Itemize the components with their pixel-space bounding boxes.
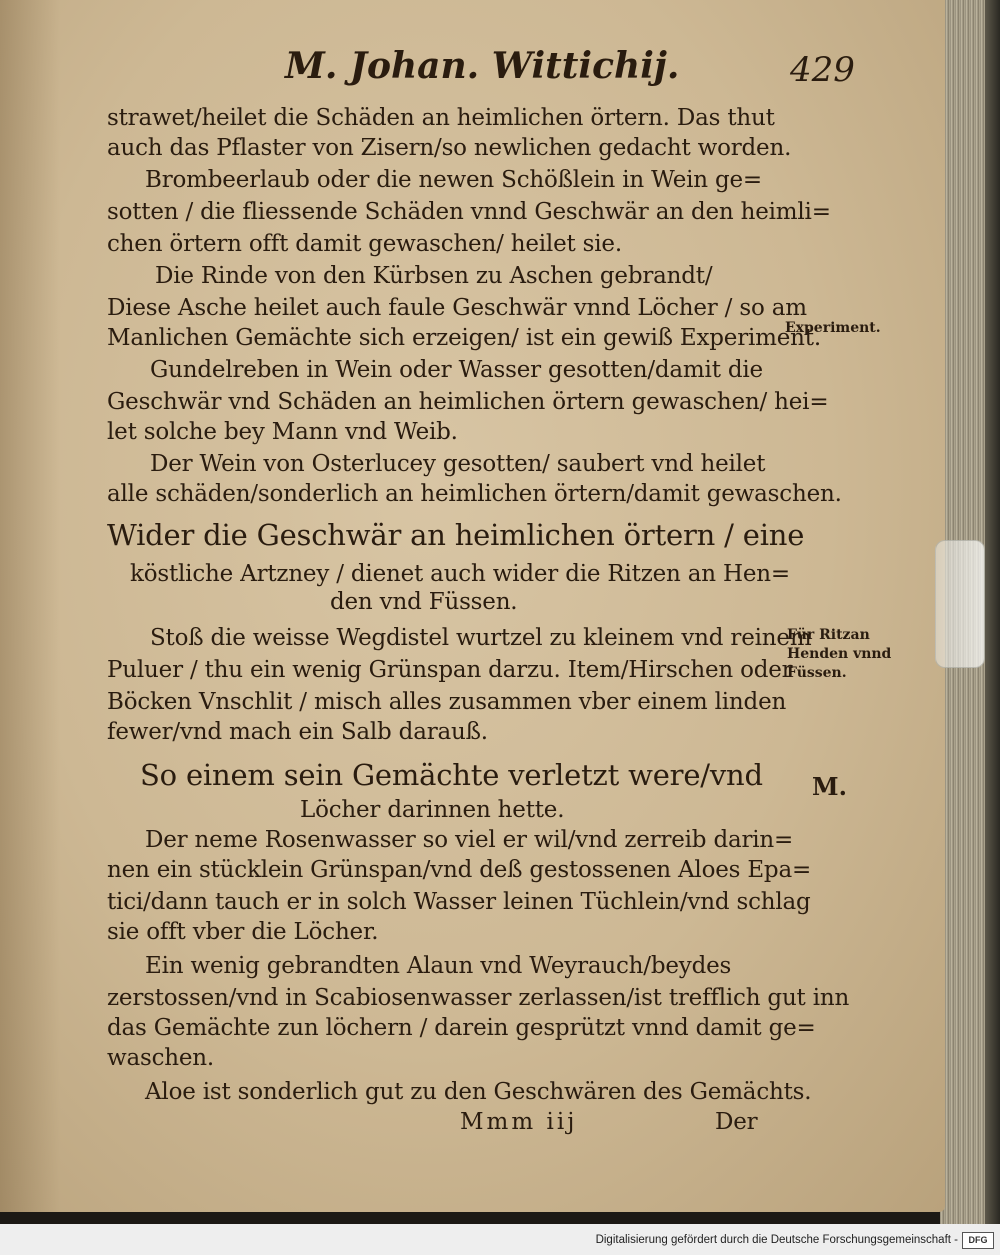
text-line: strawet/heilet die Schäden an heimlichen örtern. Das thut (107, 105, 775, 131)
text-line: chen örtern offt damit gewaschen/ heilet sie. (107, 231, 622, 257)
text-line: Gundelreben in Wein oder Wasser gesotten/damit die (150, 357, 763, 383)
running-head-title: M. Johan. Wittichij. (285, 45, 680, 87)
text-line: alle schäden/sonderlich an heimlichen örtern/damit gewaschen. (107, 481, 842, 507)
text-line: sotten / die fliessende Schäden vnnd Geschwär an den heimli= (107, 199, 831, 225)
text-line: Geschwär vnd Schäden an heimlichen örtern gewaschen/ hei= (107, 389, 829, 415)
text-line: waschen. (107, 1045, 215, 1071)
book-cover-edge (985, 0, 1000, 1224)
section-heading-line: köstliche Artzney / dienet auch wider die Ritzen an Hen= (130, 561, 790, 587)
text-line: Der Wein von Osterlucey gesotten/ saubert vnd heilet (150, 451, 766, 477)
text-line: Puluer / thu ein wenig Grünspan darzu. Item/Hirschen oder (107, 657, 793, 683)
text-line: zerstossen/vnd in Scabiosenwasser zerlassen/ist trefflich gut inn (107, 985, 850, 1011)
catchword: Der (715, 1109, 758, 1135)
margin-note-ritzen-1: Für Ritzan (787, 627, 870, 643)
margin-note-ritzen-2: Henden vnnd (787, 646, 892, 662)
footer-credit: Digitalisierung gefördert durch die Deutsche Forschungsgemeinschaft - (595, 1234, 958, 1246)
text-line: nen ein stücklein Grünspan/vnd deß gestossenen Aloes Epa= (107, 857, 812, 883)
signature-mark: Mmm iij (460, 1109, 578, 1135)
text-line: Manlichen Gemächte sich erzeigen/ ist ein gewiß Experiment. (107, 325, 821, 351)
section-heading-line: den vnd Füssen. (330, 589, 518, 615)
text-line: Brombeerlaub oder die newen Schößlein in Wein ge= (145, 167, 762, 193)
margin-note-ritzen-3: Füssen. (787, 665, 847, 681)
section-heading-line: Wider die Geschwär an heimlichen örtern / eine (107, 518, 805, 552)
text-line: Die Rinde von den Kürbsen zu Aschen gebrandt/ (155, 263, 713, 289)
text-line: Der neme Rosenwasser so viel er wil/vnd zerreib darin= (145, 827, 794, 853)
page-clip (935, 540, 985, 668)
margin-note-experiment: Experiment. (785, 320, 881, 336)
text-line: das Gemächte zun löchern / darein gesprützt vnnd damit ge= (107, 1015, 816, 1041)
margin-note-m: M. (812, 772, 847, 801)
section-heading-line: So einem sein Gemächte verletzt were/vnd (140, 758, 763, 792)
text-line: Diese Asche heilet auch faule Geschwär vnnd Löcher / so am (107, 295, 807, 321)
section-heading-line: Löcher darinnen hette. (300, 797, 565, 823)
text-line: sie offt vber die Löcher. (107, 919, 379, 945)
text-line: Böcken Vnschlit / misch alles zusammen vber einem linden (107, 689, 787, 715)
dfg-logo: DFG (962, 1232, 994, 1249)
text-line: Stoß die weisse Wegdistel wurtzel zu kleinem vnd reinem (150, 625, 812, 651)
binding-shadow (0, 0, 60, 1212)
footer-bar (0, 1224, 1000, 1255)
text-line: auch das Pflaster von Zisern/so newlichen gedacht worden. (107, 135, 792, 161)
text-line: let solche bey Mann vnd Weib. (107, 419, 458, 445)
text-line: tici/dann tauch er in solch Wasser leinen Tüchlein/vnd schlag (107, 889, 811, 915)
text-line: fewer/vnd mach ein Salb darauß. (107, 719, 488, 745)
text-line: Aloe ist sonderlich gut zu den Geschwären des Gemächts. (145, 1079, 812, 1105)
text-line: Ein wenig gebrandten Alaun vnd Weyrauch/beydes (145, 953, 732, 979)
page-number: 429 (790, 50, 855, 90)
